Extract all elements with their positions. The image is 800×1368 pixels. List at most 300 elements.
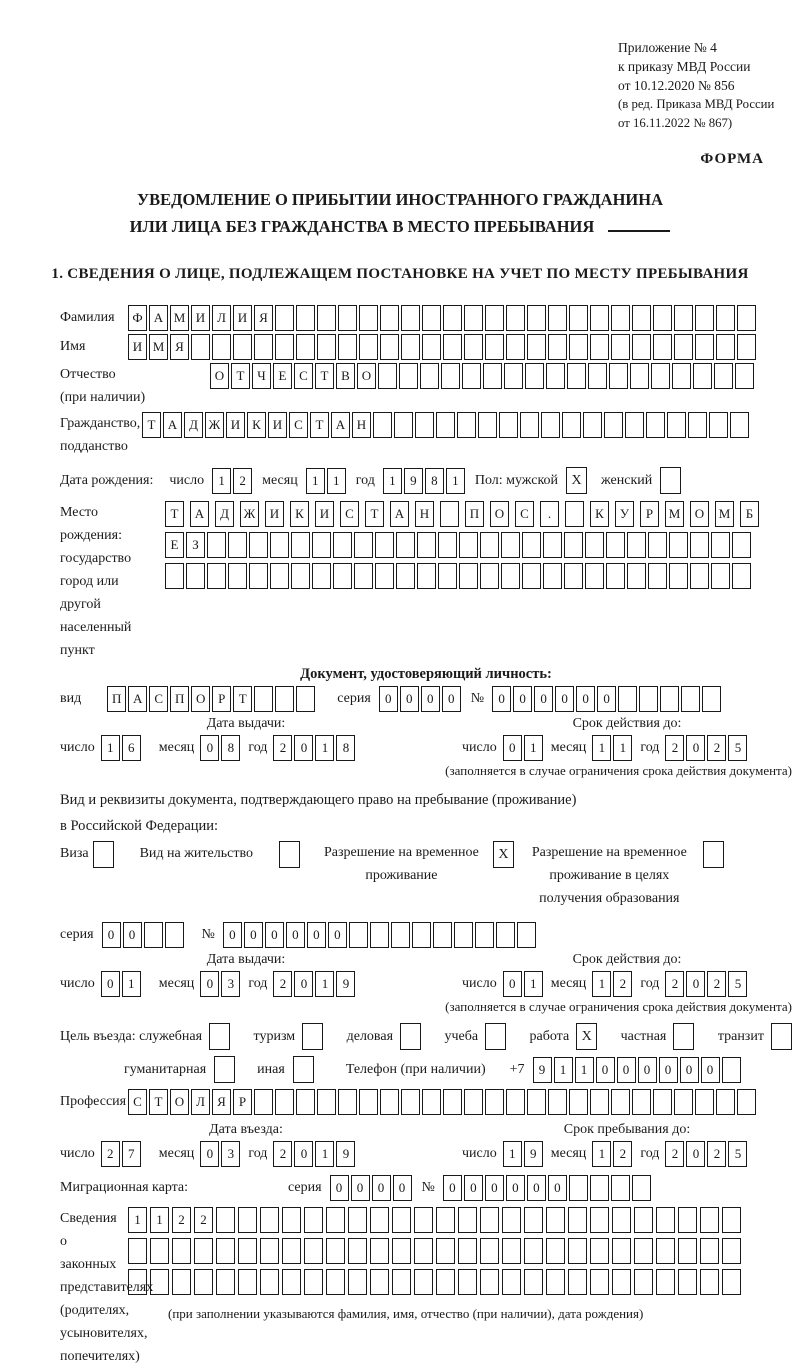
char-cell[interactable]: [653, 305, 672, 331]
char-cell[interactable]: [506, 1089, 525, 1115]
char-cell[interactable]: [653, 334, 672, 360]
char-cell[interactable]: 0: [534, 686, 553, 712]
char-cell[interactable]: [568, 1269, 587, 1295]
guardians-row1-boxes[interactable]: [128, 1207, 744, 1233]
char-cell[interactable]: А: [390, 501, 409, 527]
char-cell[interactable]: 0: [123, 922, 142, 948]
char-cell[interactable]: [502, 1269, 521, 1295]
char-cell[interactable]: [678, 1238, 697, 1264]
rvp-valid-year-boxes[interactable]: [665, 971, 749, 997]
char-cell[interactable]: [420, 363, 439, 389]
char-cell[interactable]: [370, 1238, 389, 1264]
char-cell[interactable]: [590, 1207, 609, 1233]
passport-valid-month-boxes[interactable]: [592, 735, 634, 761]
char-cell[interactable]: [546, 1207, 565, 1233]
char-cell[interactable]: [504, 363, 523, 389]
char-cell[interactable]: [186, 563, 205, 589]
birth-year-boxes[interactable]: [383, 468, 467, 494]
char-cell[interactable]: [260, 1238, 279, 1264]
char-cell[interactable]: [612, 1207, 631, 1233]
char-cell[interactable]: [674, 334, 693, 360]
char-cell[interactable]: М: [149, 334, 168, 360]
char-cell[interactable]: [396, 532, 415, 558]
char-cell[interactable]: [714, 363, 733, 389]
char-cell[interactable]: [380, 1089, 399, 1115]
char-cell[interactable]: [438, 563, 457, 589]
char-cell[interactable]: 9: [336, 971, 355, 997]
char-cell[interactable]: 1: [524, 971, 543, 997]
char-cell[interactable]: 2: [665, 735, 684, 761]
char-cell[interactable]: [730, 412, 749, 438]
char-cell[interactable]: [464, 334, 483, 360]
char-cell[interactable]: О: [490, 501, 509, 527]
char-cell[interactable]: 2: [707, 1141, 726, 1167]
char-cell[interactable]: [634, 1207, 653, 1233]
char-cell[interactable]: А: [163, 412, 182, 438]
char-cell[interactable]: С: [149, 686, 168, 712]
char-cell[interactable]: 1: [212, 468, 231, 494]
char-cell[interactable]: Т: [231, 363, 250, 389]
char-cell[interactable]: [590, 1269, 609, 1295]
char-cell[interactable]: [417, 563, 436, 589]
char-cell[interactable]: [349, 922, 368, 948]
char-cell[interactable]: [150, 1269, 169, 1295]
char-cell[interactable]: [392, 1207, 411, 1233]
char-cell[interactable]: [312, 532, 331, 558]
char-cell[interactable]: [737, 305, 756, 331]
char-cell[interactable]: [348, 1269, 367, 1295]
char-cell[interactable]: [525, 363, 544, 389]
passport-issue-year-boxes[interactable]: [273, 735, 357, 761]
char-cell[interactable]: [627, 563, 646, 589]
char-cell[interactable]: И: [315, 501, 334, 527]
char-cell[interactable]: [480, 563, 499, 589]
char-cell[interactable]: 0: [659, 1057, 678, 1083]
char-cell[interactable]: О: [210, 363, 229, 389]
char-cell[interactable]: А: [331, 412, 350, 438]
char-cell[interactable]: [194, 1269, 213, 1295]
char-cell[interactable]: 0: [200, 735, 219, 761]
char-cell[interactable]: [165, 922, 184, 948]
char-cell[interactable]: [737, 334, 756, 360]
char-cell[interactable]: Р: [640, 501, 659, 527]
char-cell[interactable]: [722, 1269, 741, 1295]
char-cell[interactable]: [522, 532, 541, 558]
char-cell[interactable]: [333, 532, 352, 558]
char-cell[interactable]: [172, 1269, 191, 1295]
char-cell[interactable]: [548, 305, 567, 331]
char-cell[interactable]: 1: [315, 1141, 334, 1167]
char-cell[interactable]: [678, 1269, 697, 1295]
char-cell[interactable]: [457, 412, 476, 438]
char-cell[interactable]: [590, 1089, 609, 1115]
char-cell[interactable]: Р: [212, 686, 231, 712]
char-cell[interactable]: [604, 412, 623, 438]
char-cell[interactable]: О: [690, 501, 709, 527]
char-cell[interactable]: [304, 1238, 323, 1264]
char-cell[interactable]: [359, 1089, 378, 1115]
char-cell[interactable]: [660, 686, 679, 712]
char-cell[interactable]: [326, 1207, 345, 1233]
char-cell[interactable]: [568, 1207, 587, 1233]
char-cell[interactable]: [338, 334, 357, 360]
stay-day-boxes[interactable]: [503, 1141, 545, 1167]
char-cell[interactable]: [459, 563, 478, 589]
char-cell[interactable]: 0: [400, 686, 419, 712]
char-cell[interactable]: 5: [728, 735, 747, 761]
char-cell[interactable]: [296, 686, 315, 712]
char-cell[interactable]: [548, 334, 567, 360]
char-cell[interactable]: Н: [352, 412, 371, 438]
char-cell[interactable]: 2: [172, 1207, 191, 1233]
char-cell[interactable]: [656, 1207, 675, 1233]
char-cell[interactable]: [656, 1269, 675, 1295]
char-cell[interactable]: [436, 1207, 455, 1233]
char-cell[interactable]: Т: [165, 501, 184, 527]
char-cell[interactable]: 0: [200, 971, 219, 997]
char-cell[interactable]: И: [128, 334, 147, 360]
rvp-number-boxes[interactable]: [223, 922, 538, 948]
char-cell[interactable]: 0: [328, 922, 347, 948]
char-cell[interactable]: Я: [170, 334, 189, 360]
rvp-issue-month-boxes[interactable]: [200, 971, 242, 997]
char-cell[interactable]: [716, 334, 735, 360]
char-cell[interactable]: [700, 1269, 719, 1295]
char-cell[interactable]: [543, 532, 562, 558]
char-cell[interactable]: 0: [503, 735, 522, 761]
rvp-valid-day-boxes[interactable]: [503, 971, 545, 997]
char-cell[interactable]: [674, 1089, 693, 1115]
char-cell[interactable]: Ф: [128, 305, 147, 331]
char-cell[interactable]: [254, 334, 273, 360]
char-cell[interactable]: 2: [707, 971, 726, 997]
char-cell[interactable]: [569, 1089, 588, 1115]
char-cell[interactable]: 0: [351, 1175, 370, 1201]
char-cell[interactable]: Я: [212, 1089, 231, 1115]
doc-number-boxes[interactable]: [492, 686, 723, 712]
char-cell[interactable]: [606, 532, 625, 558]
char-cell[interactable]: [401, 334, 420, 360]
char-cell[interactable]: [150, 1238, 169, 1264]
char-cell[interactable]: [688, 412, 707, 438]
char-cell[interactable]: 1: [503, 1141, 522, 1167]
char-cell[interactable]: [436, 412, 455, 438]
char-cell[interactable]: [380, 334, 399, 360]
char-cell[interactable]: [585, 563, 604, 589]
char-cell[interactable]: З: [186, 532, 205, 558]
char-cell[interactable]: [396, 563, 415, 589]
entry-day-boxes[interactable]: [101, 1141, 143, 1167]
char-cell[interactable]: 0: [443, 1175, 462, 1201]
birthplace-row2-boxes[interactable]: [165, 532, 765, 558]
purpose-humanitarian-checkbox[interactable]: [214, 1056, 235, 1083]
char-cell[interactable]: Ч: [252, 363, 271, 389]
char-cell[interactable]: С: [340, 501, 359, 527]
char-cell[interactable]: [612, 1269, 631, 1295]
char-cell[interactable]: 0: [513, 686, 532, 712]
char-cell[interactable]: [732, 532, 751, 558]
char-cell[interactable]: [627, 532, 646, 558]
char-cell[interactable]: 2: [613, 1141, 632, 1167]
passport-issue-month-boxes[interactable]: [200, 735, 242, 761]
char-cell[interactable]: [417, 532, 436, 558]
char-cell[interactable]: [565, 501, 584, 527]
char-cell[interactable]: [233, 334, 252, 360]
char-cell[interactable]: [606, 563, 625, 589]
birthplace-row3-boxes[interactable]: [165, 563, 765, 589]
profession-boxes[interactable]: [128, 1089, 758, 1115]
char-cell[interactable]: Л: [191, 1089, 210, 1115]
char-cell[interactable]: А: [190, 501, 209, 527]
char-cell[interactable]: 1: [592, 971, 611, 997]
char-cell[interactable]: [702, 686, 721, 712]
char-cell[interactable]: [520, 412, 539, 438]
char-cell[interactable]: [590, 1238, 609, 1264]
char-cell[interactable]: [475, 922, 494, 948]
char-cell[interactable]: Ж: [205, 412, 224, 438]
char-cell[interactable]: И: [268, 412, 287, 438]
char-cell[interactable]: [695, 334, 714, 360]
char-cell[interactable]: [483, 363, 502, 389]
stay-year-boxes[interactable]: [665, 1141, 749, 1167]
rvp-checkbox[interactable]: X: [493, 841, 514, 868]
char-cell[interactable]: [496, 922, 515, 948]
char-cell[interactable]: 0: [244, 922, 263, 948]
char-cell[interactable]: [501, 563, 520, 589]
char-cell[interactable]: [458, 1269, 477, 1295]
char-cell[interactable]: [524, 1238, 543, 1264]
char-cell[interactable]: 0: [307, 922, 326, 948]
char-cell[interactable]: 1: [315, 735, 334, 761]
char-cell[interactable]: [693, 363, 712, 389]
char-cell[interactable]: [562, 412, 581, 438]
char-cell[interactable]: К: [247, 412, 266, 438]
char-cell[interactable]: [690, 532, 709, 558]
char-cell[interactable]: [282, 1238, 301, 1264]
passport-issue-day-boxes[interactable]: [101, 735, 143, 761]
char-cell[interactable]: [632, 1175, 651, 1201]
char-cell[interactable]: [543, 563, 562, 589]
char-cell[interactable]: [370, 922, 389, 948]
rvp-issue-year-boxes[interactable]: [273, 971, 357, 997]
char-cell[interactable]: [304, 1269, 323, 1295]
char-cell[interactable]: 1: [101, 735, 120, 761]
char-cell[interactable]: [207, 532, 226, 558]
char-cell[interactable]: [674, 305, 693, 331]
char-cell[interactable]: 0: [686, 735, 705, 761]
char-cell[interactable]: Т: [149, 1089, 168, 1115]
char-cell[interactable]: [333, 563, 352, 589]
char-cell[interactable]: [296, 334, 315, 360]
char-cell[interactable]: [690, 563, 709, 589]
char-cell[interactable]: [370, 1269, 389, 1295]
char-cell[interactable]: [646, 412, 665, 438]
char-cell[interactable]: С: [515, 501, 534, 527]
char-cell[interactable]: 0: [680, 1057, 699, 1083]
char-cell[interactable]: [653, 1089, 672, 1115]
char-cell[interactable]: [249, 563, 268, 589]
char-cell[interactable]: [722, 1057, 741, 1083]
char-cell[interactable]: 0: [503, 971, 522, 997]
char-cell[interactable]: 0: [294, 1141, 313, 1167]
char-cell[interactable]: [737, 1089, 756, 1115]
char-cell[interactable]: [590, 1175, 609, 1201]
char-cell[interactable]: [480, 1238, 499, 1264]
char-cell[interactable]: [524, 1207, 543, 1233]
char-cell[interactable]: Р: [233, 1089, 252, 1115]
char-cell[interactable]: 0: [372, 1175, 391, 1201]
char-cell[interactable]: [625, 412, 644, 438]
char-cell[interactable]: И: [265, 501, 284, 527]
char-cell[interactable]: [228, 563, 247, 589]
char-cell[interactable]: [480, 532, 499, 558]
char-cell[interactable]: [669, 563, 688, 589]
char-cell[interactable]: 8: [425, 468, 444, 494]
char-cell[interactable]: [275, 305, 294, 331]
char-cell[interactable]: П: [465, 501, 484, 527]
char-cell[interactable]: 9: [533, 1057, 552, 1083]
char-cell[interactable]: 1: [306, 468, 325, 494]
char-cell[interactable]: [254, 1089, 273, 1115]
char-cell[interactable]: 1: [524, 735, 543, 761]
birth-day-boxes[interactable]: [212, 468, 254, 494]
char-cell[interactable]: [194, 1238, 213, 1264]
char-cell[interactable]: [443, 334, 462, 360]
char-cell[interactable]: 1: [383, 468, 402, 494]
char-cell[interactable]: [392, 1238, 411, 1264]
char-cell[interactable]: [612, 1238, 631, 1264]
char-cell[interactable]: 0: [596, 1057, 615, 1083]
char-cell[interactable]: [212, 334, 231, 360]
char-cell[interactable]: 8: [221, 735, 240, 761]
char-cell[interactable]: 2: [273, 1141, 292, 1167]
char-cell[interactable]: [541, 412, 560, 438]
char-cell[interactable]: [338, 1089, 357, 1115]
char-cell[interactable]: Я: [254, 305, 273, 331]
char-cell[interactable]: [632, 334, 651, 360]
purpose-official-checkbox[interactable]: [209, 1023, 230, 1050]
char-cell[interactable]: 6: [122, 735, 141, 761]
char-cell[interactable]: [317, 1089, 336, 1115]
char-cell[interactable]: [249, 532, 268, 558]
char-cell[interactable]: [296, 305, 315, 331]
char-cell[interactable]: [546, 363, 565, 389]
purpose-study-checkbox[interactable]: [485, 1023, 506, 1050]
char-cell[interactable]: [569, 334, 588, 360]
char-cell[interactable]: [412, 922, 431, 948]
char-cell[interactable]: [375, 563, 394, 589]
purpose-tourism-checkbox[interactable]: [302, 1023, 323, 1050]
char-cell[interactable]: 0: [330, 1175, 349, 1201]
char-cell[interactable]: .: [540, 501, 559, 527]
char-cell[interactable]: 0: [492, 686, 511, 712]
char-cell[interactable]: 1: [315, 971, 334, 997]
char-cell[interactable]: [672, 363, 691, 389]
char-cell[interactable]: [207, 563, 226, 589]
char-cell[interactable]: [394, 412, 413, 438]
char-cell[interactable]: [312, 563, 331, 589]
char-cell[interactable]: 0: [686, 971, 705, 997]
mk-number-boxes[interactable]: [443, 1175, 653, 1201]
char-cell[interactable]: [348, 1238, 367, 1264]
char-cell[interactable]: 2: [707, 735, 726, 761]
char-cell[interactable]: [375, 532, 394, 558]
purpose-business-checkbox[interactable]: [400, 1023, 421, 1050]
char-cell[interactable]: 9: [524, 1141, 543, 1167]
char-cell[interactable]: Т: [142, 412, 161, 438]
sex-female-checkbox[interactable]: [660, 467, 681, 494]
char-cell[interactable]: [609, 363, 628, 389]
char-cell[interactable]: [632, 1089, 651, 1115]
char-cell[interactable]: [238, 1238, 257, 1264]
char-cell[interactable]: [695, 305, 714, 331]
char-cell[interactable]: [527, 1089, 546, 1115]
char-cell[interactable]: [458, 1238, 477, 1264]
char-cell[interactable]: [378, 363, 397, 389]
char-cell[interactable]: 9: [404, 468, 423, 494]
char-cell[interactable]: И: [226, 412, 245, 438]
char-cell[interactable]: [422, 334, 441, 360]
char-cell[interactable]: П: [107, 686, 126, 712]
char-cell[interactable]: [485, 334, 504, 360]
char-cell[interactable]: М: [170, 305, 189, 331]
char-cell[interactable]: [436, 1238, 455, 1264]
char-cell[interactable]: Б: [740, 501, 759, 527]
char-cell[interactable]: [172, 1238, 191, 1264]
char-cell[interactable]: [275, 334, 294, 360]
char-cell[interactable]: [438, 532, 457, 558]
char-cell[interactable]: 0: [421, 686, 440, 712]
char-cell[interactable]: [709, 412, 728, 438]
char-cell[interactable]: [359, 305, 378, 331]
char-cell[interactable]: Н: [415, 501, 434, 527]
char-cell[interactable]: [414, 1238, 433, 1264]
residence-permit-checkbox[interactable]: [279, 841, 300, 868]
char-cell[interactable]: [590, 305, 609, 331]
char-cell[interactable]: [499, 412, 518, 438]
char-cell[interactable]: [165, 563, 184, 589]
char-cell[interactable]: [618, 686, 637, 712]
char-cell[interactable]: А: [128, 686, 147, 712]
char-cell[interactable]: [260, 1207, 279, 1233]
char-cell[interactable]: [567, 363, 586, 389]
char-cell[interactable]: 0: [265, 922, 284, 948]
char-cell[interactable]: 5: [728, 1141, 747, 1167]
doc-type-boxes[interactable]: [107, 686, 317, 712]
doc-series-boxes[interactable]: [379, 686, 463, 712]
surname-boxes[interactable]: [128, 305, 758, 331]
char-cell[interactable]: [590, 334, 609, 360]
char-cell[interactable]: [634, 1269, 653, 1295]
char-cell[interactable]: С: [294, 363, 313, 389]
char-cell[interactable]: [464, 1089, 483, 1115]
char-cell[interactable]: [441, 363, 460, 389]
stay-month-boxes[interactable]: [592, 1141, 634, 1167]
char-cell[interactable]: [370, 1207, 389, 1233]
char-cell[interactable]: [651, 363, 670, 389]
purpose-other-checkbox[interactable]: [293, 1056, 314, 1083]
char-cell[interactable]: 3: [221, 971, 240, 997]
phone-boxes[interactable]: [533, 1057, 743, 1083]
passport-valid-day-boxes[interactable]: [503, 735, 545, 761]
char-cell[interactable]: [326, 1238, 345, 1264]
char-cell[interactable]: 5: [728, 971, 747, 997]
char-cell[interactable]: [524, 1269, 543, 1295]
char-cell[interactable]: [399, 363, 418, 389]
char-cell[interactable]: [443, 305, 462, 331]
char-cell[interactable]: [443, 1089, 462, 1115]
char-cell[interactable]: [291, 563, 310, 589]
